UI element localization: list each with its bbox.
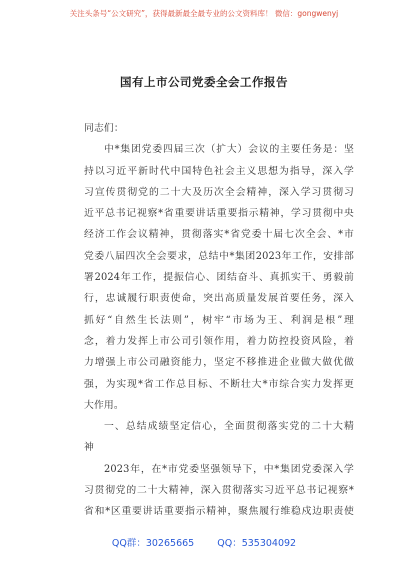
- section-heading-line: 神: [84, 442, 94, 454]
- body-line: 2023年，在*市党委坚强领导下，中*集团党委深入学: [104, 463, 354, 475]
- body-line: 近平总书记视察*省重要讲话重要指示精神，学习贯彻中央: [84, 208, 354, 220]
- body-line: 行，忠诚履行职责使命，突出高质量发展首要任务，深入: [84, 293, 354, 305]
- body-line: 强，为实现*省工作总目标、不断壮大*市综合实力发挥更: [84, 378, 354, 390]
- body-line: 念，着力发挥上市公司引领作用，着力防控投资风险，着: [84, 335, 354, 347]
- footer-contact: [0, 535, 408, 549]
- body-line: 力增强上市公司融资能力，坚定不移推进企业做大做优做: [84, 357, 354, 369]
- document-title: 国有上市公司党委全会工作报告: [120, 75, 288, 89]
- footer-qq-group: QQ群：30265665: [111, 538, 195, 549]
- body-line: 党委八届四次全会要求，总结中*集团2023年工作，安排部: [84, 250, 354, 262]
- body-line: 习贯彻党的二十大精神，深入贯彻落实习近平总书记视察*: [84, 485, 354, 497]
- section-heading-line: 一、总结成绩坚定信心，全面贯彻落实党的二十大精: [104, 421, 354, 433]
- body-line: 省和*区重要讲话重要指示精神，聚焦履行维稳戍边职责使: [84, 506, 354, 518]
- document-body: [84, 118, 354, 523]
- body-line: 大作用。: [84, 399, 124, 411]
- body-line: 抓好“自然生长法则”，树牢“市场为王、利润是根”理: [84, 314, 354, 326]
- footer-qq: QQ：535304092: [217, 538, 297, 549]
- body-line: 持以习近平新时代中国特色社会主义思想为指导，深入学: [84, 165, 354, 177]
- body-line: 署2024年工作，提振信心、团结奋斗、真抓实干、勇毅前: [84, 272, 354, 284]
- body-line: 习宣传贯彻党的二十大及历次全会精神，深入学习贯彻习: [84, 186, 354, 198]
- body-line: 中*集团党委四届三次（扩大）会议的主要任务是：坚: [104, 144, 354, 156]
- salutation: 同志们：: [84, 123, 124, 134]
- header-promo-text: 关注头条号“公文研究”，获得最新最全最专业的公文资料库！ 微信：gongwenyj: [69, 9, 339, 18]
- body-line: 经济工作会议精神，贯彻落实*省党委十届七次全会、*市: [84, 229, 354, 241]
